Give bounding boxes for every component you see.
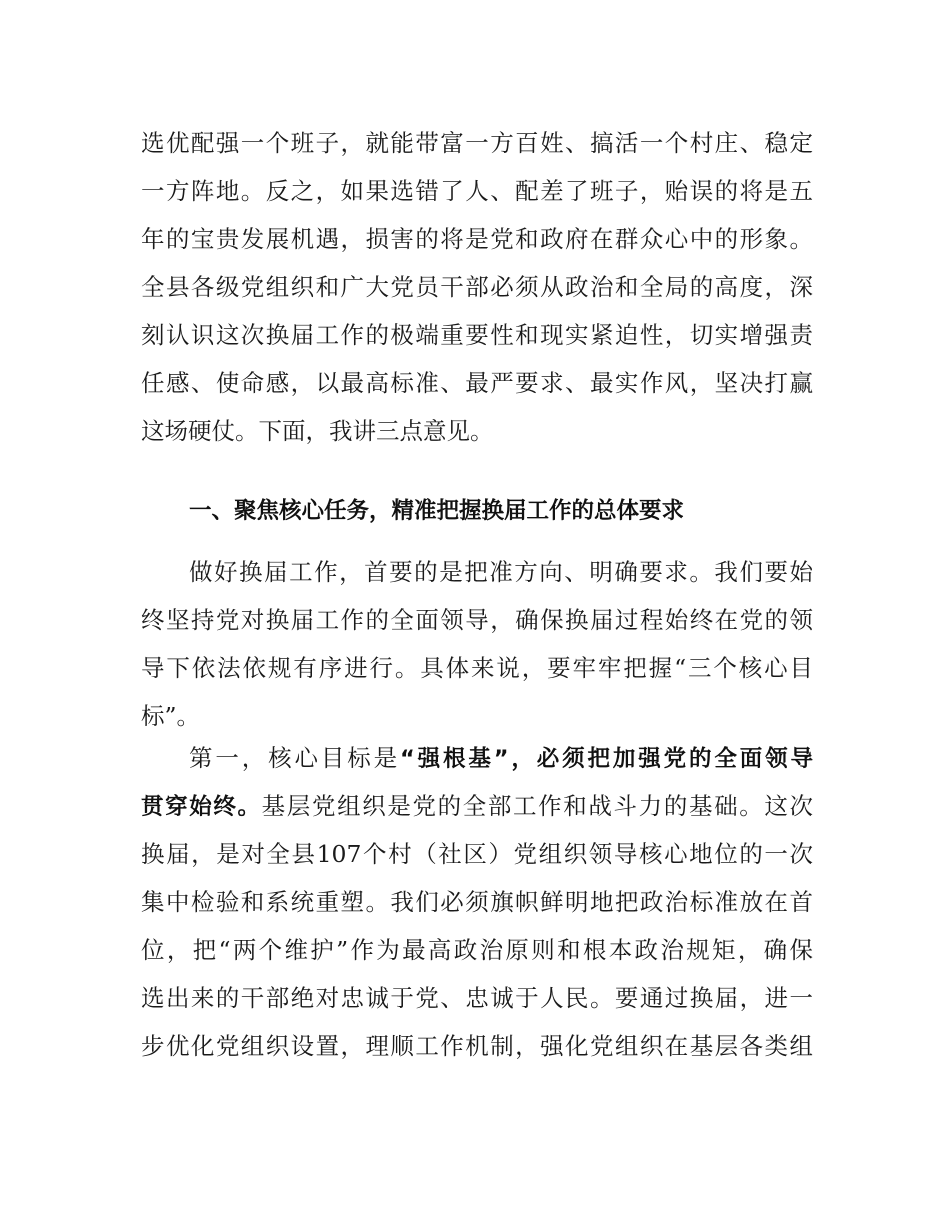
text-line: 任感、使命感，以最高标准、最严要求、最实作风，坚决打赢 (141, 369, 813, 397)
text-normal: 基层党组织是党的全部工作和战斗力的基础。这次 (261, 792, 813, 820)
text-emphasis: “强根基”，必须把加强党的全面领导 (399, 746, 814, 772)
text-line: 步优化党组织设置，理顺工作机制，强化党组织在基层各类组 (141, 1032, 813, 1060)
paragraph-core-goal-1 (141, 734, 813, 1070)
text-line: 做好换届工作，首要的是把准方向、明确要求。我们要始 (189, 558, 813, 586)
text-line: 年的宝贵发展机遇，损害的将是党和政府在群众心中的形象。 (141, 225, 813, 253)
paragraph-requirements (141, 548, 813, 740)
paragraph-intro (141, 119, 813, 455)
text-line: 集中检验和系统重塑。我们必须旗帜鲜明地把政治标准放在首 (141, 888, 813, 916)
text-line: 位，把“两个维护”作为最高政治原则和根本政治规矩，确保 (141, 936, 813, 964)
text-line: 全县各级党组织和广大党员干部必须从政治和全局的高度，深 (141, 273, 813, 301)
text-line: 终坚持党对换届工作的全面领导，确保换届过程始终在党的领 (141, 606, 813, 634)
text-line: 刻认识这次换届工作的极端重要性和现实紧迫性，切实增强责 (141, 321, 813, 349)
text-line: 一方阵地。反之，如果选错了人、配差了班子，贻误的将是五 (141, 177, 813, 205)
text-line: 标”。 (141, 702, 201, 730)
text-emphasis: 贯穿始终。 (141, 794, 262, 820)
text-line: 换届，是对全县107个村（社区）党组织领导核心地位的一次 (141, 840, 813, 868)
text-line: 这场硬仗。下面，我讲三点意见。 (141, 417, 494, 445)
text-line: 选出来的干部绝对忠诚于党、忠诚于人民。要通过换届，进一 (141, 984, 813, 1012)
text-line (141, 734, 813, 782)
section-heading-1: 一、聚焦核心任务，精准把握换届工作的总体要求 (189, 498, 685, 524)
text-line (141, 782, 813, 830)
text-normal: 第一，核心目标是 (189, 744, 400, 772)
text-line: 选优配强一个班子，就能带富一方百姓、搞活一个村庄、稳定 (141, 129, 813, 157)
text-line: 导下依法依规有序进行。具体来说，要牢牢把握“三个核心目 (141, 654, 813, 682)
